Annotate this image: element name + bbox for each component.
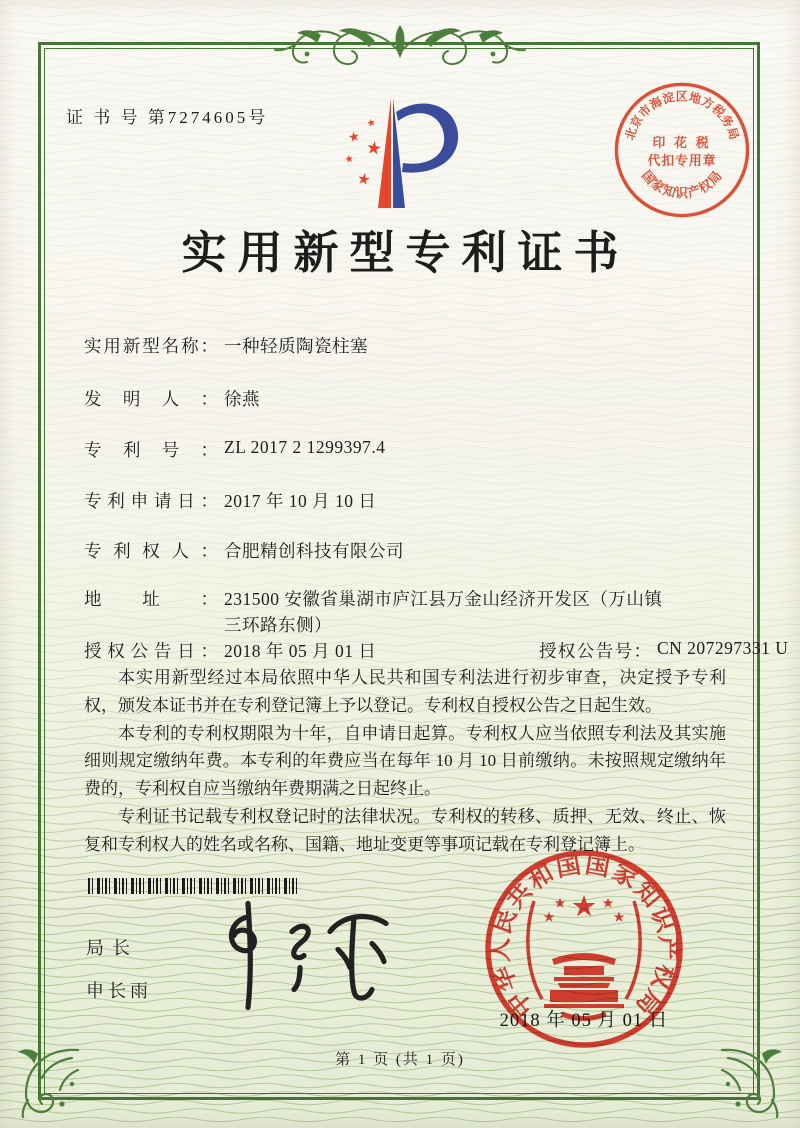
- legal-body-text: [84, 664, 726, 859]
- field-label: 专利号：: [84, 440, 218, 460]
- top-flourish-ornament: [272, 22, 528, 84]
- certificate-number: 证 书 号 第7274605号: [66, 108, 269, 127]
- svg-text:★: ★: [613, 910, 625, 924]
- field-value: 2017 年 10 月 10 日: [224, 491, 377, 511]
- field-label: 实用新型名称：: [84, 336, 218, 356]
- field-value: 徐燕: [224, 389, 260, 409]
- svg-text:国家知识产权局: [639, 168, 725, 200]
- stamp-center-line1: 印 花 税: [652, 136, 712, 151]
- field-address: [84, 586, 724, 638]
- body-paragraph-2: 本专利的专利权期限为十年，自申请日起算。专利权人应当依照专利法及其实施细则规定缴纳年费。本专利的年费应当在每年 10 月 10 日前缴纳。未按照规定缴纳年费的，专利权自应当缴纳年费期满之日起终止。: [84, 723, 726, 799]
- field-value: 合肥精创科技有限公司: [224, 541, 404, 561]
- svg-text:★: ★: [572, 892, 596, 921]
- field-grant-row: [84, 638, 789, 663]
- stamp-arc-bottom-text: 国家知识产权局: [638, 168, 726, 201]
- svg-text:★: ★: [355, 168, 373, 190]
- signer-title: 局长: [86, 938, 138, 958]
- svg-text:★: ★: [344, 153, 355, 166]
- field-label: 地址：: [84, 589, 218, 609]
- field-patent-number: [84, 437, 385, 462]
- field-label: 授权公告号：: [539, 641, 651, 661]
- field-label: 发明人：: [84, 389, 218, 409]
- address-line1: 231500 安徽省巢湖市庐江县万金山经济开发区（万山镇: [224, 589, 663, 609]
- seal-arc-text: 中华人民共和国国家知识产权局: [486, 851, 682, 1022]
- body-paragraph-3: 专利证书记载专利权登记时的法律状况。专利权的转移、质押、无效、终止、恢复和专利权人的姓名或名称、国籍、地址变更等事项记载在专利登记簿上。: [84, 806, 726, 854]
- svg-text:★: ★: [347, 129, 362, 146]
- field-patentee: [84, 538, 404, 563]
- field-label: 授权公告日：: [84, 641, 218, 661]
- certificate-title: 实用新型专利证书: [181, 228, 630, 278]
- page-footer: 第 1 页 (共 1 页): [335, 1052, 465, 1068]
- svg-text:北京市海淀区地方税务局: [623, 88, 742, 141]
- national-emblem-icon: [528, 892, 640, 1019]
- handwritten-signature: [196, 896, 406, 1014]
- field-value: [224, 586, 724, 638]
- svg-text:★: ★: [602, 896, 614, 910]
- field-value: ZL 2017 2 1299397.4: [224, 437, 386, 457]
- stamp-arc-top-text: 北京市海淀区地方税务局: [622, 89, 742, 142]
- stamp-center-line2: 代扣专用章: [647, 154, 717, 169]
- svg-text:★: ★: [554, 896, 566, 910]
- svg-text:★: ★: [365, 117, 377, 130]
- svg-text:★: ★: [543, 910, 555, 924]
- field-filing-date: [84, 488, 376, 513]
- address-line2: 三环路东侧）: [224, 615, 332, 635]
- barcode: [88, 878, 300, 894]
- stamp-duty-seal: [606, 74, 758, 226]
- seal-date: 2018 年 05 月 01 日: [499, 1011, 669, 1031]
- field-inventor: [84, 386, 260, 411]
- field-grant-number: [539, 638, 788, 663]
- body-paragraph-1: 本实用新型经过本局依照中华人民共和国专利法进行初步审查，决定授予专利权，颁发本证书并在专利登记簿上予以登记。专利权自授权公告之日起生效。: [84, 668, 726, 715]
- field-value: 一种轻质陶瓷柱塞: [224, 336, 368, 356]
- svg-text:★: ★: [364, 136, 384, 161]
- field-label: 专利权人：: [84, 541, 218, 561]
- field-value: 2018 年 05 月 01 日: [224, 641, 377, 661]
- field-utility-model-name: [84, 333, 368, 358]
- field-label: 专利申请日：: [84, 491, 218, 511]
- patent-office-logo-icon: [332, 94, 477, 222]
- signer-name: 申长雨: [86, 981, 152, 1001]
- field-value: CN 207297331 U: [657, 638, 789, 658]
